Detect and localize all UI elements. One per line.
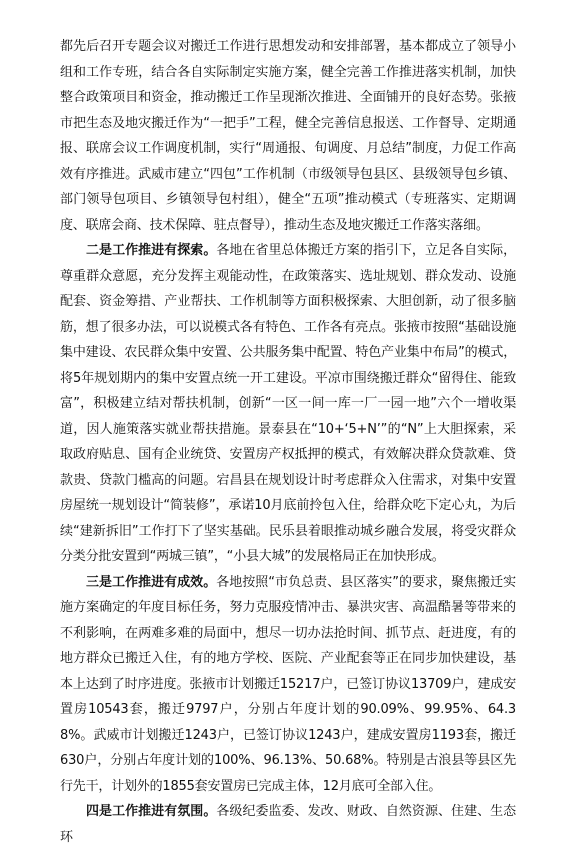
paragraph-body: 都先后召开专题会议对搬迁工作进行思想发动和安排部署，基本都成立了领导小组和工作专班，结合各自实际制定实施方案，健全完善工作推进落实机制，加快整合政策项目和资金，推动搬迁工作呈现渐次推进、全面铺开的良好态势。张掖市把生态及地灾搬迁作为“一把手”工程，健全完善信息报送、工作督导、定期通报、联席会议工作调度机制，实行“周通报、旬调度、月总结”制度，力促工作高效有序推进。武威市建立“四包”工作机制（市级领导包县区、县级领导包乡镇、部门领导包项目、乡镇领导包村组），健全“五项”推动模式（专班落实、定期调度、联席会商、技术保障、驻点督导），推动生态及地灾搬迁工作落实落细。 (60, 39, 516, 233)
paragraph-lead: 四是工作推进有氛围。 (86, 804, 217, 819)
paragraph-body: 各级纪委监委、发改、财政、自然资源、住建、生态环 (60, 804, 516, 845)
document-page (60, 34, 516, 850)
paragraph-results (60, 570, 516, 800)
paragraph-body: 各地在省里总体搬迁方案的指引下，立足各自实际，尊重群众意愿，充分发挥主观能动性，在政策落实、选址规划、群众发动、设施配套、资金筹措、产业帮扶、工作机制等方面积极探索、大胆创新，动了很多脑筋，想了很多办法，可以说模式各有特色、工作各有亮点。张掖市按照“基础设施集中建设、农民群众集中安置、公共服务集中配置、特色产业集中布局”的模式，将5年规划期内的集中安置点统一开工建设。平凉市围绕搬迁群众“留得住、能致富”，积极建立结对帮扶机制，创新“一区一间一库一厂一园一地”六个一增收渠道，因人施策落实就业帮扶措施。景泰县在“10+‘5+N’”的“N”上大胆探索，采取政府贴息、国有企业统贷、安置房产权抵押的模式，有效解决群众贷款难、贷款贵、贷款门槛高的问题。宕昌县在规划设计时考虑群众入住需求，对集中安置房屋统一规划设计“简装修”，承诺10月底前拎包入住，给群众吃下定心丸，为后续“建新拆旧”工作打下了坚实基础。民乐县着眼推动城乡融合发展，将受灾群众分类分批安置到“两城三镇”，“小县大城”的发展格局正在加快形成。 (60, 243, 516, 564)
paragraph-lead: 三是工作推进有成效。 (86, 574, 217, 590)
paragraph-intro-continuation (60, 34, 516, 238)
paragraph-body: 各地按照“市负总责、县区落实”的要求，聚焦搬迁实施方案确定的年度目标任务，努力克服疫情冲击、暴洪灾害、高温酷暑等带来的不利影响，在两难多难的局面中，想尽一切办法抢时间、抓节点、赶进度，有的地方群众已搬迁入住，有的地方学校、医院、产业配套等正在同步加快建设，基本上达到了时序进度。张掖市计划搬迁15217户，已签订协议13709户，建成安置房10543套，搬迁9797户，分别占年度计划的90.09%、99.95%、64.38%。武威市计划搬迁1243户，已签订协议1243户，建成安置房1193套，搬迁630户，分别占年度计划的100%、96.13%、50.68%。特别是古浪县等县区先行先干，计划外的1855套安置房已完成主体，12月底可全部入住。 (60, 574, 516, 794)
paragraph-exploration (60, 238, 516, 570)
paragraph-lead: 二是工作推进有探索。 (86, 243, 217, 258)
